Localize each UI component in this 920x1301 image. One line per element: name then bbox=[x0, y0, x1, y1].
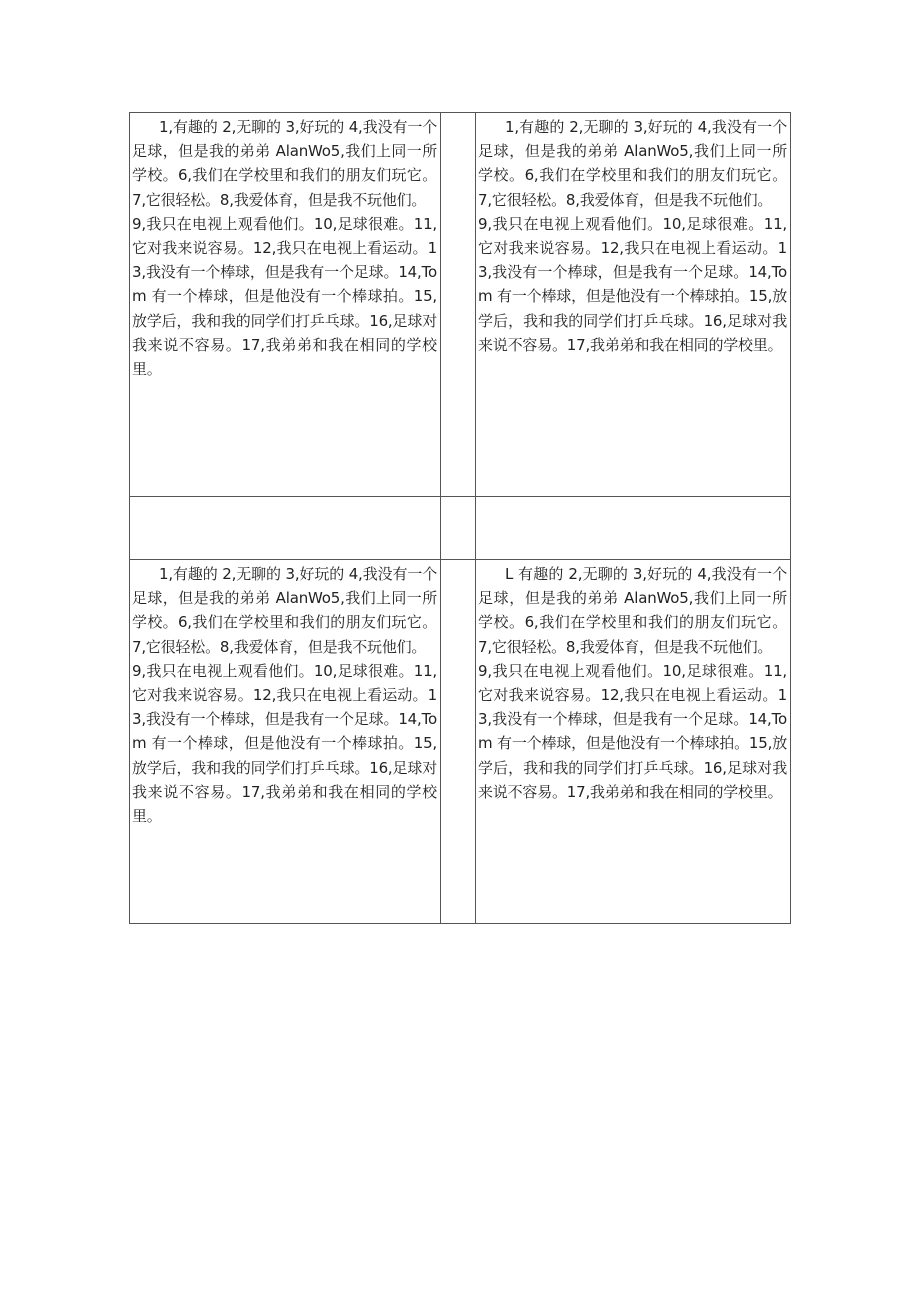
paragraph: 1,有趣的 2,无聊的 3,好玩的 4,我没有一个足球，但是我的弟弟 AlanWo5,我们上同一所学校。6,我们在学校里和我们的朋友们玩它。7,它很轻松。8,我爱体育，但是我不玩他们。 bbox=[478, 118, 787, 209]
cell-text bbox=[476, 560, 790, 804]
paragraph: 9,我只在电视上观看他们。10,足球很难。11,它对我来说容易。12,我只在电视上看运动。13,我没有一个棒球，但是我有一个足球。14,Tom 有一个棒球，但是他没有一个棒球拍。15,放学后，我和我的同学们打乒乓球。16,足球对我来说不容易。17,我弟弟和我在相同的学校里。 bbox=[132, 661, 437, 826]
cell-gap bbox=[441, 113, 476, 497]
cell-top-left bbox=[130, 113, 441, 497]
empty-cell bbox=[441, 497, 476, 560]
paragraph: 9,我只在电视上观看他们。10,足球很难。11,它对我来说容易。12,我只在电视上看运动。13,我没有一个棒球，但是我有一个足球。14,Tom 有一个棒球，但是他没有一个棒球拍。15,放学后，我和我的同学们打乒乓球。16,足球对我来说不容易。17,我弟弟和我在相同的学校里。 bbox=[478, 661, 787, 801]
cell-bottom-left bbox=[130, 560, 441, 924]
worksheet bbox=[129, 112, 790, 923]
cell-text bbox=[130, 113, 440, 381]
paragraph: 9,我只在电视上观看他们。10,足球很难。11,它对我来说容易。12,我只在电视上看运动。13,我没有一个棒球，但是我有一个足球。14,Tom 有一个棒球，但是他没有一个棒球拍。15,放学后，我和我的同学们打乒乓球。16,足球对我来说不容易。17,我弟弟和我在相同的学校里。 bbox=[132, 214, 437, 379]
cell-text bbox=[130, 560, 440, 828]
empty-cell bbox=[476, 497, 791, 560]
table-row-spacer bbox=[130, 497, 791, 560]
paragraph: L 有趣的 2,无聊的 3,好玩的 4,我没有一个足球，但是我的弟弟 AlanWo5,我们上同一所学校。6,我们在学校里和我们的朋友们玩它。7,它很轻松。8,我爱体育，但是我不玩他们。 bbox=[478, 565, 787, 656]
cell-text bbox=[476, 113, 790, 357]
table-row bbox=[130, 113, 791, 497]
empty-cell bbox=[130, 497, 441, 560]
cell-top-right bbox=[476, 113, 791, 497]
paragraph: 9,我只在电视上观看他们。10,足球很难。11,它对我来说容易。12,我只在电视上看运动。13,我没有一个棒球，但是我有一个足球。14,Tom 有一个棒球，但是他没有一个棒球拍。15,放学后，我和我的同学们打乒乓球。16,足球对我来说不容易。17,我弟弟和我在相同的学校里。 bbox=[478, 214, 787, 354]
paragraph: 1,有趣的 2,无聊的 3,好玩的 4,我没有一个足球，但是我的弟弟 AlanWo5,我们上同一所学校。6,我们在学校里和我们的朋友们玩它。7,它很轻松。8,我爱体育，但是我不玩他们。 bbox=[132, 565, 437, 656]
table-row bbox=[130, 560, 791, 924]
cell-bottom-right bbox=[476, 560, 791, 924]
paragraph: 1,有趣的 2,无聊的 3,好玩的 4,我没有一个足球，但是我的弟弟 AlanWo5,我们上同一所学校。6,我们在学校里和我们的朋友们玩它。7,它很轻松。8,我爱体育，但是我不玩他们。 bbox=[132, 118, 437, 209]
cell-gap bbox=[441, 560, 476, 924]
translation-table bbox=[129, 112, 791, 924]
